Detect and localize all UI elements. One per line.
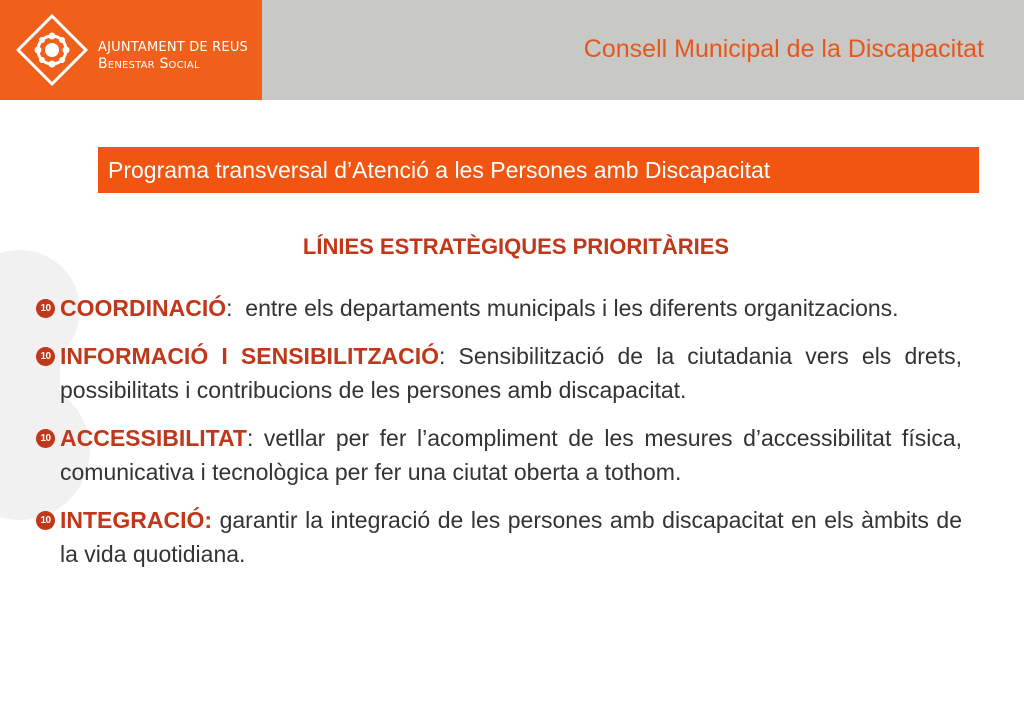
item-description: entre els departaments municipals i les diferents organitzacions. bbox=[232, 295, 899, 321]
item-term: INFORMACIÓ I SENSIBILITZACIÓ bbox=[60, 343, 439, 369]
program-title-bar: Programa transversal d’Atenció a les Persones amb Discapacitat bbox=[98, 147, 979, 193]
organization-name bbox=[98, 40, 248, 72]
bullet-icon: 10 bbox=[36, 347, 55, 366]
organization-line-2: Benestar Social bbox=[98, 56, 200, 72]
item-separator: : bbox=[439, 343, 446, 369]
item-term: COORDINACIÓ bbox=[60, 295, 227, 321]
page-header-title: Consell Municipal de la Discapacitat bbox=[583, 35, 984, 63]
bullet-icon: 10 bbox=[36, 429, 55, 448]
section-heading: LÍNIES ESTRATÈGIQUES PRIORITÀRIES bbox=[302, 234, 730, 259]
item-term: ACCESSIBILITAT bbox=[60, 425, 247, 451]
bullet-icon: 10 bbox=[36, 511, 55, 530]
item-description: Sensibilització de la ciutadania vers els drets, possibilitats i contribucions de les persones amb discapacitat. bbox=[60, 343, 962, 403]
list-item-integracio bbox=[36, 503, 962, 571]
strategic-lines-list bbox=[36, 291, 962, 585]
header-brand-panel bbox=[0, 0, 262, 100]
item-description: vetllar per fer l’acompliment de les mesures d’accessibilitat física, comunicativa i tecnològica per fer una ciutat oberta a tothom. bbox=[60, 425, 962, 485]
item-separator: : bbox=[246, 425, 254, 451]
organization-line-1: AJUNTAMENT DE REUS bbox=[98, 40, 248, 55]
item-term: INTEGRACIÓ: bbox=[60, 507, 213, 533]
list-item-accessibilitat bbox=[36, 421, 962, 489]
item-description: garantir la integració de les persones amb discapacitat en els àmbits de la vida quotidiana. bbox=[60, 507, 962, 567]
bullet-icon: 10 bbox=[36, 299, 55, 318]
item-separator: : bbox=[226, 295, 233, 321]
list-item-informacio bbox=[36, 339, 962, 407]
header-title-panel bbox=[262, 0, 1024, 100]
reus-emblem-icon bbox=[16, 14, 88, 86]
list-item-coordinacio bbox=[36, 291, 962, 325]
